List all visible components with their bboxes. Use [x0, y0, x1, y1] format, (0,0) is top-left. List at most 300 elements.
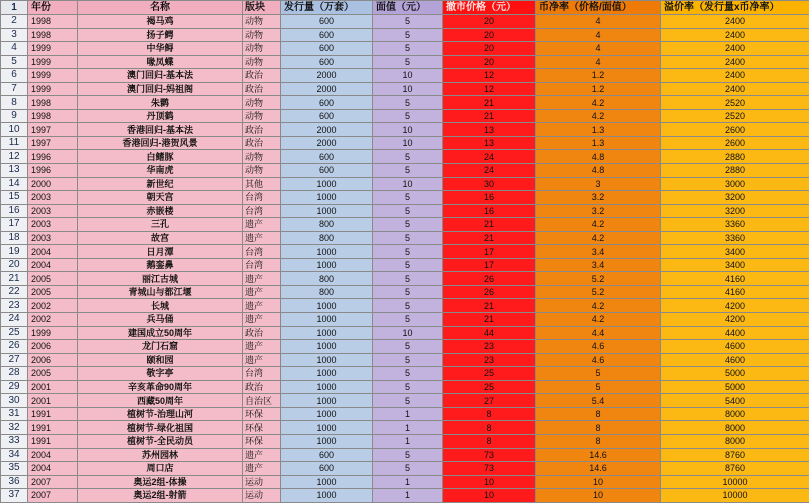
cell-name[interactable]: 奥运2组-射箭	[78, 489, 243, 503]
row-number[interactable]: 7	[1, 82, 28, 96]
cell-face-value[interactable]: 10	[373, 69, 443, 83]
cell-name[interactable]: 龙门石窟	[78, 340, 243, 354]
cell-face-value[interactable]: 5	[373, 245, 443, 259]
cell-price[interactable]: 25	[443, 380, 536, 394]
cell-face-value[interactable]: 5	[373, 285, 443, 299]
cell-price[interactable]: 20	[443, 28, 536, 42]
cell-ratio[interactable]: 10	[536, 489, 661, 503]
cell-issue[interactable]: 600	[281, 448, 373, 462]
cell-face-value[interactable]: 1	[373, 407, 443, 421]
cell-price[interactable]: 17	[443, 258, 536, 272]
row-number[interactable]: 25	[1, 326, 28, 340]
cell-ratio[interactable]: 3.2	[536, 204, 661, 218]
cell-premium[interactable]: 3400	[661, 258, 809, 272]
cell-ratio[interactable]: 3.4	[536, 245, 661, 259]
cell-face-value[interactable]: 5	[373, 28, 443, 42]
cell-category[interactable]: 台湾	[243, 245, 281, 259]
cell-ratio[interactable]: 5	[536, 367, 661, 381]
cell-ratio[interactable]: 3	[536, 177, 661, 191]
cell-face-value[interactable]: 5	[373, 204, 443, 218]
cell-year[interactable]: 1997	[28, 136, 78, 150]
cell-category[interactable]: 台湾	[243, 191, 281, 205]
cell-category[interactable]: 动物	[243, 96, 281, 110]
cell-category[interactable]: 政治	[243, 82, 281, 96]
cell-premium[interactable]: 2400	[661, 69, 809, 83]
row-number[interactable]: 10	[1, 123, 28, 137]
cell-ratio[interactable]: 4.4	[536, 326, 661, 340]
cell-category[interactable]: 遗产	[243, 340, 281, 354]
cell-name[interactable]: 赤嵌楼	[78, 204, 243, 218]
cell-category[interactable]: 运动	[243, 489, 281, 503]
cell-ratio[interactable]: 5.4	[536, 394, 661, 408]
row-number[interactable]: 2	[1, 15, 28, 29]
row-number[interactable]: 26	[1, 340, 28, 354]
header-price[interactable]: 撤市价格（元）	[443, 1, 536, 15]
cell-premium[interactable]: 4160	[661, 272, 809, 286]
cell-face-value[interactable]: 5	[373, 367, 443, 381]
cell-year[interactable]: 2006	[28, 353, 78, 367]
cell-issue[interactable]: 1000	[281, 326, 373, 340]
cell-name[interactable]: 周口店	[78, 462, 243, 476]
cell-category[interactable]: 政治	[243, 136, 281, 150]
cell-category[interactable]: 遗产	[243, 313, 281, 327]
cell-price[interactable]: 13	[443, 136, 536, 150]
cell-face-value[interactable]: 5	[373, 218, 443, 232]
cell-category[interactable]: 政治	[243, 123, 281, 137]
row-number[interactable]: 6	[1, 69, 28, 83]
cell-name[interactable]: 植树节-治理山河	[78, 407, 243, 421]
cell-issue[interactable]: 1000	[281, 340, 373, 354]
row-number[interactable]: 4	[1, 42, 28, 56]
cell-name[interactable]: 青城山与都江堰	[78, 285, 243, 299]
cell-premium[interactable]: 2880	[661, 164, 809, 178]
cell-ratio[interactable]: 4.6	[536, 353, 661, 367]
cell-face-value[interactable]: 10	[373, 326, 443, 340]
cell-premium[interactable]: 10000	[661, 475, 809, 489]
cell-year[interactable]: 2007	[28, 489, 78, 503]
cell-ratio[interactable]: 3.2	[536, 191, 661, 205]
cell-issue[interactable]: 600	[281, 164, 373, 178]
cell-issue[interactable]: 1000	[281, 258, 373, 272]
row-number[interactable]: 15	[1, 191, 28, 205]
cell-ratio[interactable]: 14.6	[536, 448, 661, 462]
cell-face-value[interactable]: 5	[373, 340, 443, 354]
cell-year[interactable]: 1999	[28, 55, 78, 69]
header-category[interactable]: 版块	[243, 1, 281, 15]
cell-premium[interactable]: 5000	[661, 367, 809, 381]
cell-price[interactable]: 73	[443, 462, 536, 476]
row-number[interactable]: 11	[1, 136, 28, 150]
cell-price[interactable]: 44	[443, 326, 536, 340]
cell-price[interactable]: 16	[443, 191, 536, 205]
cell-price[interactable]: 26	[443, 272, 536, 286]
row-number[interactable]: 22	[1, 285, 28, 299]
cell-issue[interactable]: 600	[281, 96, 373, 110]
cell-premium[interactable]: 2520	[661, 109, 809, 123]
cell-name[interactable]: 西藏50周年	[78, 394, 243, 408]
cell-year[interactable]: 2003	[28, 191, 78, 205]
cell-issue[interactable]: 1000	[281, 407, 373, 421]
cell-category[interactable]: 环保	[243, 434, 281, 448]
cell-name[interactable]: 鹅銮鼻	[78, 258, 243, 272]
row-number[interactable]: 14	[1, 177, 28, 191]
cell-category[interactable]: 自治区	[243, 394, 281, 408]
cell-price[interactable]: 10	[443, 475, 536, 489]
cell-year[interactable]: 2004	[28, 462, 78, 476]
cell-face-value[interactable]: 5	[373, 150, 443, 164]
cell-year[interactable]: 2005	[28, 367, 78, 381]
cell-ratio[interactable]: 1.2	[536, 82, 661, 96]
cell-year[interactable]: 1999	[28, 42, 78, 56]
cell-premium[interactable]: 2600	[661, 123, 809, 137]
cell-premium[interactable]: 2880	[661, 150, 809, 164]
cell-premium[interactable]: 4200	[661, 299, 809, 313]
cell-year[interactable]: 1996	[28, 150, 78, 164]
cell-ratio[interactable]: 4	[536, 28, 661, 42]
cell-price[interactable]: 13	[443, 123, 536, 137]
cell-premium[interactable]: 8000	[661, 407, 809, 421]
cell-name[interactable]: 三孔	[78, 218, 243, 232]
cell-category[interactable]: 动物	[243, 55, 281, 69]
cell-year[interactable]: 1991	[28, 421, 78, 435]
cell-issue[interactable]: 1000	[281, 367, 373, 381]
cell-price[interactable]: 21	[443, 109, 536, 123]
cell-premium[interactable]: 3360	[661, 231, 809, 245]
row-number[interactable]: 36	[1, 475, 28, 489]
cell-price[interactable]: 21	[443, 218, 536, 232]
cell-issue[interactable]: 1000	[281, 191, 373, 205]
cell-face-value[interactable]: 5	[373, 42, 443, 56]
cell-face-value[interactable]: 10	[373, 82, 443, 96]
cell-issue[interactable]: 800	[281, 218, 373, 232]
cell-face-value[interactable]: 1	[373, 475, 443, 489]
row-number[interactable]: 3	[1, 28, 28, 42]
cell-issue[interactable]: 800	[281, 231, 373, 245]
cell-premium[interactable]: 4400	[661, 326, 809, 340]
row-number[interactable]: 21	[1, 272, 28, 286]
cell-category[interactable]: 遗产	[243, 218, 281, 232]
cell-category[interactable]: 政治	[243, 326, 281, 340]
cell-ratio[interactable]: 8	[536, 434, 661, 448]
cell-premium[interactable]: 8000	[661, 421, 809, 435]
cell-premium[interactable]: 3200	[661, 191, 809, 205]
row-number[interactable]: 32	[1, 421, 28, 435]
cell-category[interactable]: 遗产	[243, 462, 281, 476]
cell-name[interactable]: 丹顶鹤	[78, 109, 243, 123]
row-number[interactable]: 8	[1, 96, 28, 110]
cell-face-value[interactable]: 5	[373, 109, 443, 123]
row-number[interactable]: 18	[1, 231, 28, 245]
cell-category[interactable]: 遗产	[243, 353, 281, 367]
row-number[interactable]: 30	[1, 394, 28, 408]
cell-face-value[interactable]: 1	[373, 434, 443, 448]
cell-ratio[interactable]: 4	[536, 15, 661, 29]
cell-price[interactable]: 23	[443, 340, 536, 354]
cell-ratio[interactable]: 4.2	[536, 313, 661, 327]
cell-category[interactable]: 动物	[243, 42, 281, 56]
cell-name[interactable]: 朱鹮	[78, 96, 243, 110]
row-number[interactable]: 24	[1, 313, 28, 327]
row-number[interactable]: 13	[1, 164, 28, 178]
cell-issue[interactable]: 600	[281, 28, 373, 42]
cell-issue[interactable]: 600	[281, 55, 373, 69]
cell-name[interactable]: 建国成立50周年	[78, 326, 243, 340]
cell-premium[interactable]: 4160	[661, 285, 809, 299]
cell-issue[interactable]: 1000	[281, 475, 373, 489]
cell-issue[interactable]: 600	[281, 15, 373, 29]
cell-premium[interactable]: 3360	[661, 218, 809, 232]
cell-name[interactable]: 香港回归-基本法	[78, 123, 243, 137]
cell-year[interactable]: 2002	[28, 313, 78, 327]
header-year[interactable]: 年份	[28, 1, 78, 15]
cell-premium[interactable]: 4600	[661, 353, 809, 367]
cell-category[interactable]: 政治	[243, 69, 281, 83]
cell-ratio[interactable]: 8	[536, 407, 661, 421]
cell-price[interactable]: 27	[443, 394, 536, 408]
cell-name[interactable]: 兵马俑	[78, 313, 243, 327]
cell-ratio[interactable]: 4.2	[536, 231, 661, 245]
cell-year[interactable]: 2005	[28, 272, 78, 286]
cell-name[interactable]: 植树节-绿化祖国	[78, 421, 243, 435]
cell-name[interactable]: 辛亥革命90周年	[78, 380, 243, 394]
cell-name[interactable]: 香港回归-港贺风景	[78, 136, 243, 150]
row-number[interactable]: 17	[1, 218, 28, 232]
cell-name[interactable]: 苏州园林	[78, 448, 243, 462]
cell-premium[interactable]: 5000	[661, 380, 809, 394]
header-ratio[interactable]: 币净率（价格/面值）	[536, 1, 661, 15]
cell-premium[interactable]: 2400	[661, 15, 809, 29]
cell-ratio[interactable]: 4.2	[536, 299, 661, 313]
cell-price[interactable]: 24	[443, 164, 536, 178]
cell-issue[interactable]: 1000	[281, 394, 373, 408]
cell-issue[interactable]: 600	[281, 42, 373, 56]
cell-year[interactable]: 1998	[28, 109, 78, 123]
cell-face-value[interactable]: 5	[373, 231, 443, 245]
cell-face-value[interactable]: 10	[373, 123, 443, 137]
cell-ratio[interactable]: 10	[536, 475, 661, 489]
cell-year[interactable]: 2004	[28, 448, 78, 462]
row-number[interactable]: 28	[1, 367, 28, 381]
cell-year[interactable]: 1991	[28, 434, 78, 448]
cell-name[interactable]: 扬子鳄	[78, 28, 243, 42]
cell-face-value[interactable]: 5	[373, 272, 443, 286]
cell-category[interactable]: 遗产	[243, 231, 281, 245]
cell-category[interactable]: 动物	[243, 150, 281, 164]
cell-category[interactable]: 动物	[243, 109, 281, 123]
cell-year[interactable]: 1991	[28, 407, 78, 421]
cell-face-value[interactable]: 5	[373, 164, 443, 178]
cell-name[interactable]: 中华鲟	[78, 42, 243, 56]
cell-face-value[interactable]: 5	[373, 353, 443, 367]
cell-year[interactable]: 2004	[28, 245, 78, 259]
cell-category[interactable]: 遗产	[243, 448, 281, 462]
cell-year[interactable]: 2000	[28, 177, 78, 191]
cell-price[interactable]: 12	[443, 69, 536, 83]
cell-year[interactable]: 1998	[28, 28, 78, 42]
cell-ratio[interactable]: 5.2	[536, 272, 661, 286]
cell-premium[interactable]: 2520	[661, 96, 809, 110]
cell-name[interactable]: 日月潭	[78, 245, 243, 259]
cell-category[interactable]: 动物	[243, 164, 281, 178]
cell-price[interactable]: 73	[443, 448, 536, 462]
row-number[interactable]: 31	[1, 407, 28, 421]
cell-face-value[interactable]: 5	[373, 96, 443, 110]
cell-issue[interactable]: 1000	[281, 353, 373, 367]
cell-year[interactable]: 2003	[28, 231, 78, 245]
cell-ratio[interactable]: 4.8	[536, 164, 661, 178]
cell-face-value[interactable]: 5	[373, 15, 443, 29]
cell-name[interactable]: 植树节-全民动员	[78, 434, 243, 448]
cell-premium[interactable]: 10000	[661, 489, 809, 503]
cell-ratio[interactable]: 4	[536, 42, 661, 56]
cell-category[interactable]: 遗产	[243, 299, 281, 313]
cell-face-value[interactable]: 5	[373, 191, 443, 205]
cell-issue[interactable]: 1000	[281, 434, 373, 448]
cell-premium[interactable]: 2400	[661, 82, 809, 96]
cell-face-value[interactable]: 5	[373, 55, 443, 69]
cell-price[interactable]: 20	[443, 15, 536, 29]
cell-issue[interactable]: 1000	[281, 421, 373, 435]
cell-category[interactable]: 遗产	[243, 272, 281, 286]
cell-issue[interactable]: 800	[281, 285, 373, 299]
cell-premium[interactable]: 3400	[661, 245, 809, 259]
cell-issue[interactable]: 2000	[281, 82, 373, 96]
cell-face-value[interactable]: 5	[373, 258, 443, 272]
cell-category[interactable]: 动物	[243, 15, 281, 29]
row-number[interactable]: 37	[1, 489, 28, 503]
cell-ratio[interactable]: 1.3	[536, 136, 661, 150]
cell-premium[interactable]: 8760	[661, 462, 809, 476]
row-number[interactable]: 16	[1, 204, 28, 218]
cell-year[interactable]: 1998	[28, 15, 78, 29]
cell-face-value[interactable]: 5	[373, 448, 443, 462]
row-number[interactable]: 33	[1, 434, 28, 448]
cell-price[interactable]: 12	[443, 82, 536, 96]
cell-price[interactable]: 17	[443, 245, 536, 259]
row-number[interactable]: 19	[1, 245, 28, 259]
cell-issue[interactable]: 600	[281, 109, 373, 123]
cell-premium[interactable]: 4200	[661, 313, 809, 327]
cell-issue[interactable]: 1000	[281, 313, 373, 327]
cell-issue[interactable]: 1000	[281, 177, 373, 191]
cell-name[interactable]: 澳门回归-基本法	[78, 69, 243, 83]
cell-premium[interactable]: 2600	[661, 136, 809, 150]
cell-name[interactable]: 朝天宫	[78, 191, 243, 205]
cell-face-value[interactable]: 5	[373, 299, 443, 313]
cell-category[interactable]: 台湾	[243, 367, 281, 381]
cell-year[interactable]: 2001	[28, 380, 78, 394]
cell-issue[interactable]: 1000	[281, 204, 373, 218]
cell-ratio[interactable]: 4.8	[536, 150, 661, 164]
row-number[interactable]: 29	[1, 380, 28, 394]
cell-name[interactable]: 澳门回归-妈祖阁	[78, 82, 243, 96]
cell-ratio[interactable]: 4.2	[536, 96, 661, 110]
cell-ratio[interactable]: 8	[536, 421, 661, 435]
cell-issue[interactable]: 800	[281, 272, 373, 286]
cell-face-value[interactable]: 10	[373, 136, 443, 150]
cell-category[interactable]: 运动	[243, 475, 281, 489]
cell-price[interactable]: 21	[443, 231, 536, 245]
cell-category[interactable]: 环保	[243, 407, 281, 421]
cell-ratio[interactable]: 1.3	[536, 123, 661, 137]
row-number[interactable]: 9	[1, 109, 28, 123]
cell-year[interactable]: 2004	[28, 258, 78, 272]
cell-year[interactable]: 2003	[28, 218, 78, 232]
cell-price[interactable]: 21	[443, 299, 536, 313]
cell-category[interactable]: 台湾	[243, 204, 281, 218]
cell-price[interactable]: 24	[443, 150, 536, 164]
cell-name[interactable]: 奥运2组-体操	[78, 475, 243, 489]
row-number[interactable]: 1	[1, 1, 28, 15]
row-number[interactable]: 34	[1, 448, 28, 462]
cell-ratio[interactable]: 5.2	[536, 285, 661, 299]
header-face-value[interactable]: 面值（元）	[373, 1, 443, 15]
cell-year[interactable]: 2006	[28, 340, 78, 354]
cell-ratio[interactable]: 4.2	[536, 218, 661, 232]
cell-category[interactable]: 其他	[243, 177, 281, 191]
cell-premium[interactable]: 2400	[661, 55, 809, 69]
cell-price[interactable]: 20	[443, 42, 536, 56]
cell-premium[interactable]: 3200	[661, 204, 809, 218]
cell-category[interactable]: 遗产	[243, 285, 281, 299]
cell-year[interactable]: 2005	[28, 285, 78, 299]
cell-name[interactable]: 褐马鸡	[78, 15, 243, 29]
cell-name[interactable]: 颐和园	[78, 353, 243, 367]
cell-name[interactable]: 丽江古城	[78, 272, 243, 286]
cell-premium[interactable]: 5400	[661, 394, 809, 408]
cell-name[interactable]: 喙凤蝶	[78, 55, 243, 69]
header-name[interactable]: 名称	[78, 1, 243, 15]
cell-year[interactable]: 2002	[28, 299, 78, 313]
cell-ratio[interactable]: 3.4	[536, 258, 661, 272]
row-number[interactable]: 27	[1, 353, 28, 367]
cell-premium[interactable]: 2400	[661, 28, 809, 42]
cell-price[interactable]: 21	[443, 96, 536, 110]
cell-price[interactable]: 16	[443, 204, 536, 218]
cell-price[interactable]: 25	[443, 367, 536, 381]
cell-price[interactable]: 30	[443, 177, 536, 191]
cell-year[interactable]: 1996	[28, 164, 78, 178]
cell-price[interactable]: 23	[443, 353, 536, 367]
cell-issue[interactable]: 1000	[281, 245, 373, 259]
cell-year[interactable]: 1999	[28, 326, 78, 340]
cell-year[interactable]: 2007	[28, 475, 78, 489]
cell-face-value[interactable]: 5	[373, 462, 443, 476]
cell-category[interactable]: 动物	[243, 28, 281, 42]
cell-price[interactable]: 8	[443, 407, 536, 421]
cell-name[interactable]: 白鳍豚	[78, 150, 243, 164]
header-premium[interactable]: 溢价率（发行量x币净率）	[661, 1, 809, 15]
cell-year[interactable]: 1997	[28, 123, 78, 137]
cell-issue[interactable]: 600	[281, 462, 373, 476]
cell-issue[interactable]: 2000	[281, 123, 373, 137]
cell-premium[interactable]: 8000	[661, 434, 809, 448]
cell-face-value[interactable]: 1	[373, 421, 443, 435]
cell-ratio[interactable]: 5	[536, 380, 661, 394]
cell-name[interactable]: 敬字亭	[78, 367, 243, 381]
cell-category[interactable]: 政治	[243, 380, 281, 394]
cell-price[interactable]: 10	[443, 489, 536, 503]
cell-year[interactable]: 2001	[28, 394, 78, 408]
cell-premium[interactable]: 3000	[661, 177, 809, 191]
cell-name[interactable]: 长城	[78, 299, 243, 313]
cell-name[interactable]: 新世纪	[78, 177, 243, 191]
cell-ratio[interactable]: 4.2	[536, 109, 661, 123]
cell-ratio[interactable]: 1.2	[536, 69, 661, 83]
cell-ratio[interactable]: 4.6	[536, 340, 661, 354]
cell-premium[interactable]: 8760	[661, 448, 809, 462]
row-number[interactable]: 20	[1, 258, 28, 272]
